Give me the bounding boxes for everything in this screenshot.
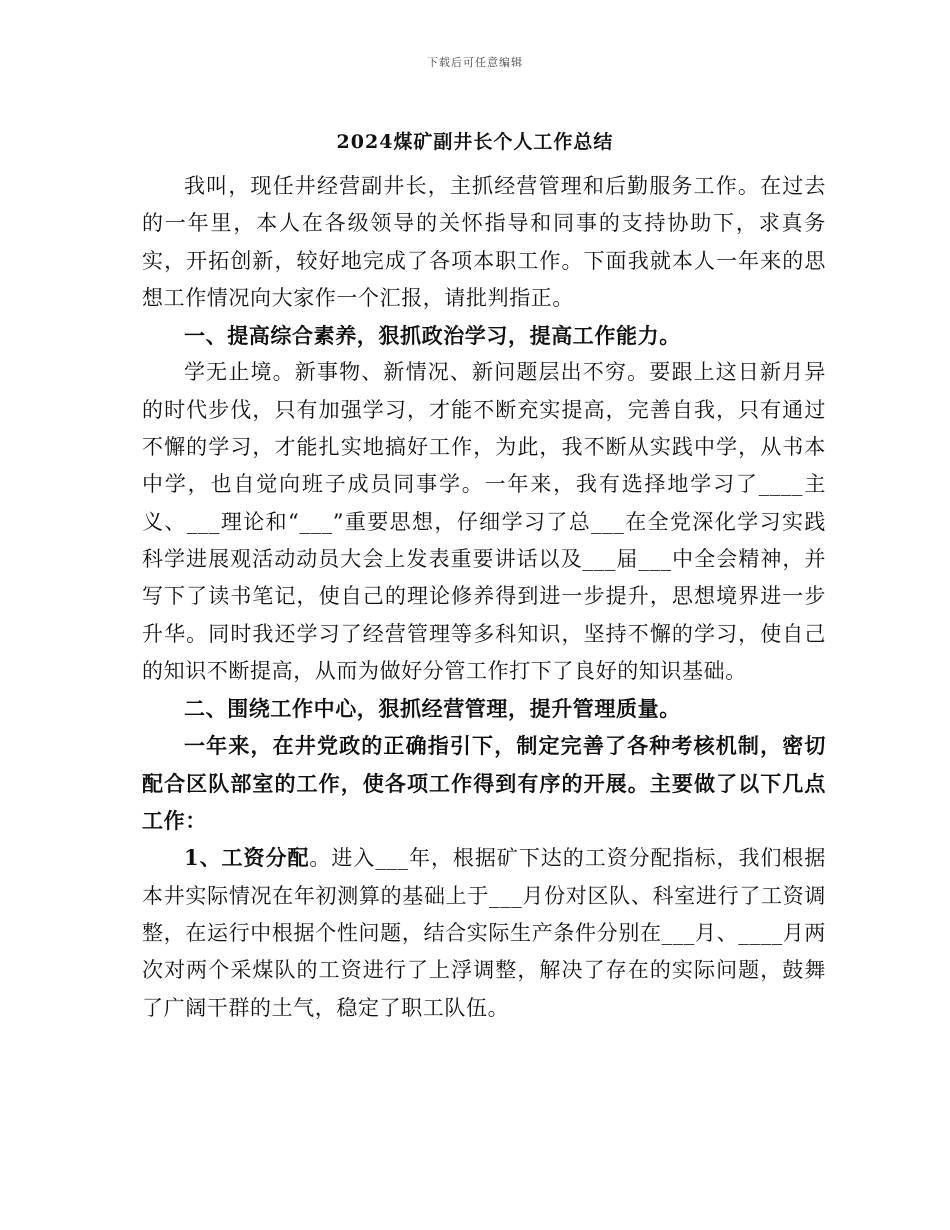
section-heading-1: 一、提高综合素养，狠抓政治学习，提高工作能力。 xyxy=(184,323,681,349)
wage-lead: 1、工资分配 xyxy=(184,845,310,871)
wage-text: 。进入___年，根据矿下达的工资分配指标，我们根据本井实际情况在年初测算的基础上于___月份对区队、科室进行了工资调整，在运行中根据个性问题，结合实际生产条件分别在___月、____月两次对两个采煤队的工资进行了上浮调整，解决了存在的实际问题，鼓舞了广阔干群的土气，稳定了职工队伍。 xyxy=(142,846,826,1020)
document-body xyxy=(142,168,826,1027)
paragraph-wage xyxy=(142,839,826,1026)
header-note: 下载后可任意编辑 xyxy=(427,56,523,69)
paragraph-summary: 一年来，在井党政的正确指引下，制定完善了各种考核机制，密切配合区队部室的工作，使各项工作得到有序的开展。主要做了以下几点工作： xyxy=(142,733,826,834)
paragraph-intro: 我叫，现任井经营副井长，主抓经营管理和后勤服务工作。在过去的一年里，本人在各级领导的关怀指导和同事的支持协助下，求真务实，开拓创新，较好地完成了各项本职工作。下面我就本人一年来的思想工作情况向大家作一个汇报，请批判指正。 xyxy=(142,174,826,310)
paragraph-study: 学无止境。新事物、新情况、新问题层出不穷。要跟上这日新月异的时代步伐，只有加强学习，才能不断充实提高，完善自我，只有通过不懈的学习，才能扎实地搞好工作，为此，我不断从实践中学，从书本中学，也自觉向班子成员同事学。一年来，我有选择地学习了____主义、___理论和“___”重要思想，仔细学习了总___在全党深化学习实践科学进展观活动动员大会上发表重要讲话以及___届___中全会精神，并写下了读书笔记，使自己的理论修养得到进一步提升，思想境界进一步升华。同时我还学习了经营管理等多科知识，坚持不懈的学习，使自己的知识不断提高，从而为做好分管工作打下了良好的知识基础。 xyxy=(142,360,826,683)
section-heading-2: 二、围绕工作中心，狠抓经营管理，提升管理质量。 xyxy=(184,696,681,722)
document-title: 2024煤矿副井长个人工作总结 xyxy=(336,131,614,153)
